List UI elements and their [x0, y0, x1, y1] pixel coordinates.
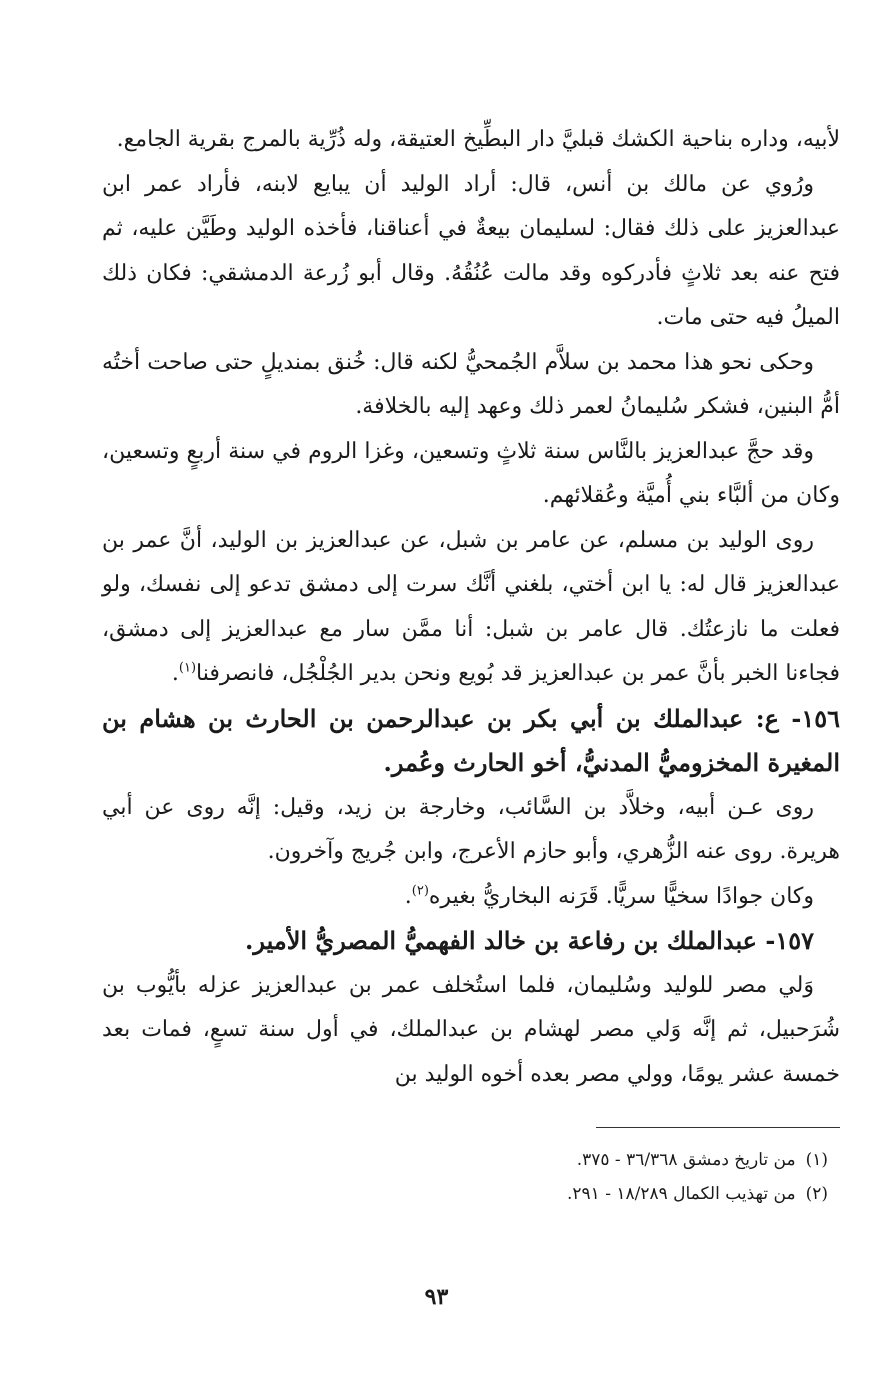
footnote-2-text: من تهذيب الكمال ١٨/٢٨٩ - ٢٩١. [566, 1184, 796, 1204]
paragraph-8 [102, 964, 840, 1098]
paragraph-7 [102, 875, 840, 920]
footnote-1 [102, 1143, 828, 1177]
paragraph-6 [102, 786, 840, 875]
paragraph-1 [102, 118, 840, 163]
paragraph-3-text: وحكى نحو هذا محمد بن سلاَّم الجُمحيُّ لكنه قال: خُنق بمنديلٍ حتى صاحت أختُه أمُّ البنين، فشكر سُليمانُ لعمر ذلك وعهد إليه بالخلافة. [102, 349, 840, 419]
footnotes [102, 1143, 828, 1211]
paragraph-7-end: . [404, 883, 412, 909]
page-number: ٩٣ [424, 1284, 449, 1310]
paragraph-3 [102, 341, 840, 430]
paragraph-7-text: وكان جوادًا سخيًّا سريًّا. قَرَنه البخاريُّ بغيره [428, 883, 814, 909]
paragraph-2-text: ورُوي عن مالك بن أنس، قال: أراد الوليد أن يبايع لابنه، فأراد عمر ابن عبدالعزيز على ذلك فقال: لسليمان بيعةٌ في أعناقنا، فأخذه الوليد وطَيَّن عليه، ثم فتح عنه بعد ثلاثٍ فأدركوه وقد مالت عُنُقُهُ. وقال أبو زُرعة الدمشقي: فكان ذلك الميلُ فيه حتى مات. [102, 171, 840, 330]
footnote-1-text: من تاريخ دمشق ٣٦/٣٦٨ - ٣٧٥. [576, 1150, 796, 1170]
paragraph-8-text: وَلي مصر للوليد وسُليمان، فلما استُخلف عمر بن عبدالعزيز عزله بأيُّوب بن شُرَحبيل، ثم إنَّه وَلي مصر لهشام بن عبدالملك، في أول سنة تسعٍ، فمات بعد خمسة عشر يومًا، وولي مصر بعده أخوه الوليد بن [102, 972, 840, 1087]
footnote-divider [596, 1127, 840, 1128]
paragraph-4-text: وقد حجَّ عبدالعزيز بالنَّاس سنة ثلاثٍ وتسعين، وغزا الروم في سنة أربعٍ وتسعين، وكان من ألبَّاء بني أُميَّة وعُقلائهم. [102, 438, 840, 508]
paragraph-4 [102, 430, 840, 519]
entry-heading-157-text: ١٥٧- عبدالملك بن رفاعة بن خالد الفهميُّ المصريُّ الأمير. [245, 926, 814, 955]
entry-heading-156 [102, 697, 840, 786]
entry-heading-157 [102, 919, 840, 964]
paragraph-6-text: روى عـن أبيه، وخلاَّد بن السَّائب، وخارجة بن زيد، وقيل: إنَّه روى عن أبي هريرة. روى عنه الزُّهري، وأبو حازم الأعرج، وابن جُريج وآخرون. [102, 794, 840, 864]
paragraph-2 [102, 163, 840, 341]
footnote-ref-2[interactable]: (٢) [411, 883, 429, 899]
footnote-2 [102, 1177, 828, 1211]
footnote-1-number: (١) [805, 1150, 828, 1170]
paragraph-5 [102, 519, 840, 697]
paragraph-5-text: روى الوليد بن مسلم، عن عامر بن شبل، عن عبدالعزيز بن الوليد، أنَّ عمر بن عبدالعزيز قال له: يا ابن أختي، بلغني أنَّك سرت إلى دمشق تدعو إلى نفسك، ولو فعلت ما نازعتُك. قال عامر بن شبل: أنا ممَّن سار مع عبدالعزيز إلى دمشق، فجاءنا الخبر بأنَّ عمر بن عبدالعزيز قد بُويع ونحن بدير الجُلْجُل، فانصرفنا [102, 527, 840, 686]
paragraph-5-end: . [171, 661, 179, 686]
footnote-ref-1[interactable]: (١) [178, 660, 197, 676]
footnote-2-number: (٢) [805, 1184, 828, 1204]
paragraph-1-text: لأبيه، وداره بناحية الكشك قبليَّ دار البطِّيخ العتيقة، وله ذُرِّية بالمرج بقرية الجامع. [116, 127, 840, 152]
entry-heading-156-text: ١٥٦- ع: عبدالملك بن أبي بكر بن عبدالرحمن بن الحارث بن هشام بن المغيرة المخزوميُّ المدنيُّ، أخو الحارث وعُمر. [102, 703, 840, 777]
main-text [102, 118, 840, 1097]
